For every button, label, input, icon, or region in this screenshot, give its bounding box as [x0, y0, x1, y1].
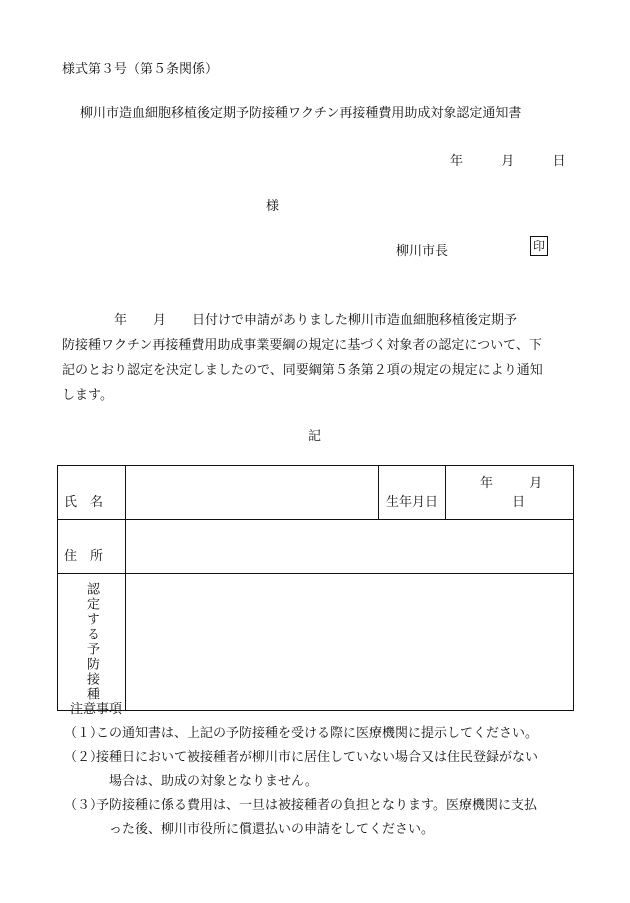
note-number: （１）	[64, 726, 104, 741]
ki-heading: 記	[308, 429, 322, 444]
note-text: この通知書は、上記の予防接種を受ける際に医療機関に提示してください。	[96, 726, 539, 741]
vaccine-row	[58, 574, 574, 711]
vaccine-label: 認定する予防接種	[84, 582, 99, 702]
address-value-cell[interactable]	[126, 520, 574, 574]
list-item	[64, 794, 574, 842]
body-line: します。	[62, 388, 113, 403]
list-item	[64, 746, 574, 794]
address-row	[58, 520, 574, 574]
issue-date	[450, 150, 566, 169]
name-label: 氏 名	[58, 466, 126, 520]
birth-day-label: 日	[512, 495, 526, 510]
vaccine-label-cell	[58, 574, 126, 711]
name-value-cell[interactable]	[126, 466, 379, 520]
note-text: 場合は、助成の対象となりません。	[96, 774, 318, 789]
vaccine-value-cell[interactable]	[126, 574, 574, 711]
body-line: 防接種ワクチン再接種費用助成事業要綱の規定に基づく対象者の認定について、下	[62, 338, 542, 353]
date-day-label: 日	[552, 154, 566, 169]
document-title: 柳川市造血細胞移植後定期予防接種ワクチン再接種費用助成対象認定通知書	[80, 106, 522, 121]
notes-list	[64, 722, 574, 842]
birth-date-value-cell[interactable]	[446, 466, 574, 520]
recipient-honorific: 様	[266, 199, 280, 214]
birth-month-label: 月	[529, 476, 543, 491]
note-number: （３）	[64, 798, 104, 813]
sender-name: 柳川市長	[396, 244, 449, 259]
body-line: 記のとおり認定を決定しましたので、同要綱第５条第２項の規定の規定により通知	[62, 363, 543, 378]
date-month-label: 月	[501, 154, 515, 169]
notice-body	[62, 308, 572, 408]
form-number: 様式第３号（第５条関係）	[62, 62, 219, 77]
birth-year-label: 年	[480, 476, 494, 491]
note-text: 予防接種に係る費用は、一旦は被接種者の負担となります。医療機関に支払	[96, 798, 537, 813]
list-item	[64, 722, 574, 746]
details-table	[57, 465, 574, 711]
note-text: った後、柳川市役所に償還払いの申請をしてください。	[96, 822, 435, 837]
seal-mark: 印	[530, 236, 548, 256]
address-label: 住 所	[58, 520, 126, 574]
note-text: 接種日において被接種者が柳川市に居住していない場合又は住民登録がない	[96, 750, 539, 765]
notes-title: 注意事項	[70, 702, 123, 717]
birth-date-label: 生年月日	[379, 466, 446, 520]
date-year-label: 年	[450, 154, 464, 169]
note-number: （２）	[64, 750, 104, 765]
body-line: 年 月 日付けで申請がありました柳川市造血細胞移植後定期予	[62, 313, 518, 328]
name-row	[58, 466, 574, 520]
